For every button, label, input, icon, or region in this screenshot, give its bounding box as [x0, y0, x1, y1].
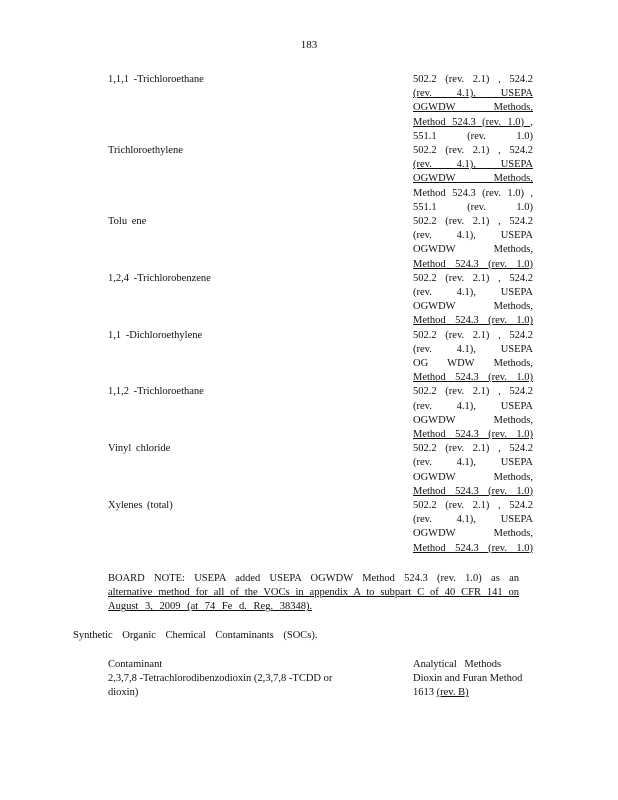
voc-method-line: 502.2 (rev. 2.1) , 524.2 [413, 329, 533, 341]
voc-method-line: Method 524.3 (rev. 1.0) [413, 428, 533, 440]
board-note-line: August 3, 2009 (at 74 Fe d. Reg. 38348). [108, 601, 313, 613]
soc-method-cell [413, 672, 533, 700]
voc-method-line: 502.2 (rev. 2.1) , 524.2 [413, 386, 533, 398]
voc-method-line: (rev. 4.1), USEPA [413, 457, 533, 469]
voc-method-line: 551.1 (rev. 1.0) [413, 130, 533, 142]
voc-method-line: Method 524.3 (rev. 1.0) [413, 542, 533, 554]
board-note-line: alternative method for all of the VOCs in appendix A to subpart C of 40 CFR 141 on [108, 587, 519, 599]
contaminant-column-header: Contaminant [108, 659, 163, 670]
analytical-methods-column-header: Analytical Methods [413, 659, 502, 670]
voc-contaminant: 1,2,4 -Trichlorobenzene [108, 272, 211, 284]
voc-contaminant: Xylenes (total) [108, 500, 173, 511]
voc-method-line: 502.2 (rev. 2.1) , 524.2 [413, 145, 533, 156]
soc-method-line: Dioxin and Furan Method [413, 673, 523, 684]
voc-method [413, 329, 533, 386]
voc-method [413, 215, 533, 272]
soc-section-heading: Synthetic Organic Chemical Contaminants (SOCs). [73, 630, 318, 641]
voc-method [413, 385, 533, 442]
voc-method-line: OGWDW Methods, [413, 471, 533, 483]
voc-method-line: Method 524.3 (rev. 1.0) , [413, 116, 533, 128]
voc-contaminant: 1,1,2 -Trichloroethane [108, 386, 204, 398]
voc-method-line: Method 524.3 (rev. 1.0) [413, 258, 533, 270]
voc-method-line: (rev. 4.1), USEPA [413, 400, 533, 412]
voc-method-line: Method 524.3 (rev. 1.0) [413, 315, 533, 327]
voc-contaminant: 1,1,1 -Trichloroethane [108, 74, 204, 85]
soc-contaminant-line: dioxin) [108, 687, 139, 699]
voc-method-line: OGWDW Methods, [413, 173, 533, 185]
page-number: 183 [300, 39, 318, 51]
voc-method-line: OGWDW Methods, [413, 301, 533, 313]
voc-contaminant: Trichloroethylene [108, 145, 183, 156]
soc-contaminant-line: 2,3,7,8 -Tetrachlorodibenzodioxin (2,3,7,8 -TCDD or [108, 673, 333, 684]
voc-method [413, 272, 533, 329]
board-note [108, 572, 519, 615]
voc-method-line: OGWDW Methods, [413, 528, 533, 540]
voc-contaminant: 1,1 -Dichloroethylene [108, 329, 203, 341]
voc-method-line: (rev. 4.1), USEPA [413, 286, 533, 298]
voc-method-line: (rev. 4.1), USEPA [413, 230, 533, 242]
voc-method-line: (rev. 4.1), USEPA [413, 514, 533, 526]
soc-contaminant-cell [108, 672, 370, 700]
voc-method-line: OGWDW Methods, [413, 244, 533, 256]
voc-method [413, 144, 533, 215]
soc-method-prefix: 1613 [413, 687, 437, 699]
voc-method-line: (rev. 4.1), USEPA [413, 159, 533, 171]
voc-method [413, 73, 533, 144]
voc-method-line: (rev. 4.1), USEPA [413, 88, 533, 100]
voc-method-line: 502.2 (rev. 2.1) , 524.2 [413, 74, 533, 85]
voc-method-line: 502.2 (rev. 2.1) , 524.2 [413, 216, 533, 227]
voc-method-line: OG WDW Methods, [413, 357, 533, 369]
voc-method-line: 502.2 (rev. 2.1) , 524.2 [413, 272, 533, 284]
board-note-line: BOARD NOTE: USEPA added USEPA OGWDW Method 524.3 (rev. 1.0) as an [108, 573, 519, 584]
voc-method-line: Method 524.3 (rev. 1.0) [413, 372, 533, 384]
voc-method-line: Method 524.3 (rev. 1.0) , [413, 187, 533, 199]
voc-method-line: 502.2 (rev. 2.1) , 524.2 [413, 443, 533, 455]
voc-method-line: (rev. 4.1), USEPA [413, 343, 533, 355]
voc-contaminant: Vinyl chloride [108, 443, 171, 455]
voc-method-line: 551.1 (rev. 1.0) [413, 201, 533, 213]
voc-contaminant: Tolu ene [108, 216, 147, 227]
soc-method-line [413, 686, 533, 700]
voc-method-line: Method 524.3 (rev. 1.0) [413, 485, 533, 497]
voc-method-line: OGWDW Methods, [413, 102, 533, 114]
voc-method-line: OGWDW Methods, [413, 414, 533, 426]
voc-method-line: 502.2 (rev. 2.1) , 524.2 [413, 500, 533, 511]
voc-method [413, 499, 533, 556]
soc-method-revision: (rev. B) [436, 687, 469, 699]
voc-method [413, 442, 533, 499]
